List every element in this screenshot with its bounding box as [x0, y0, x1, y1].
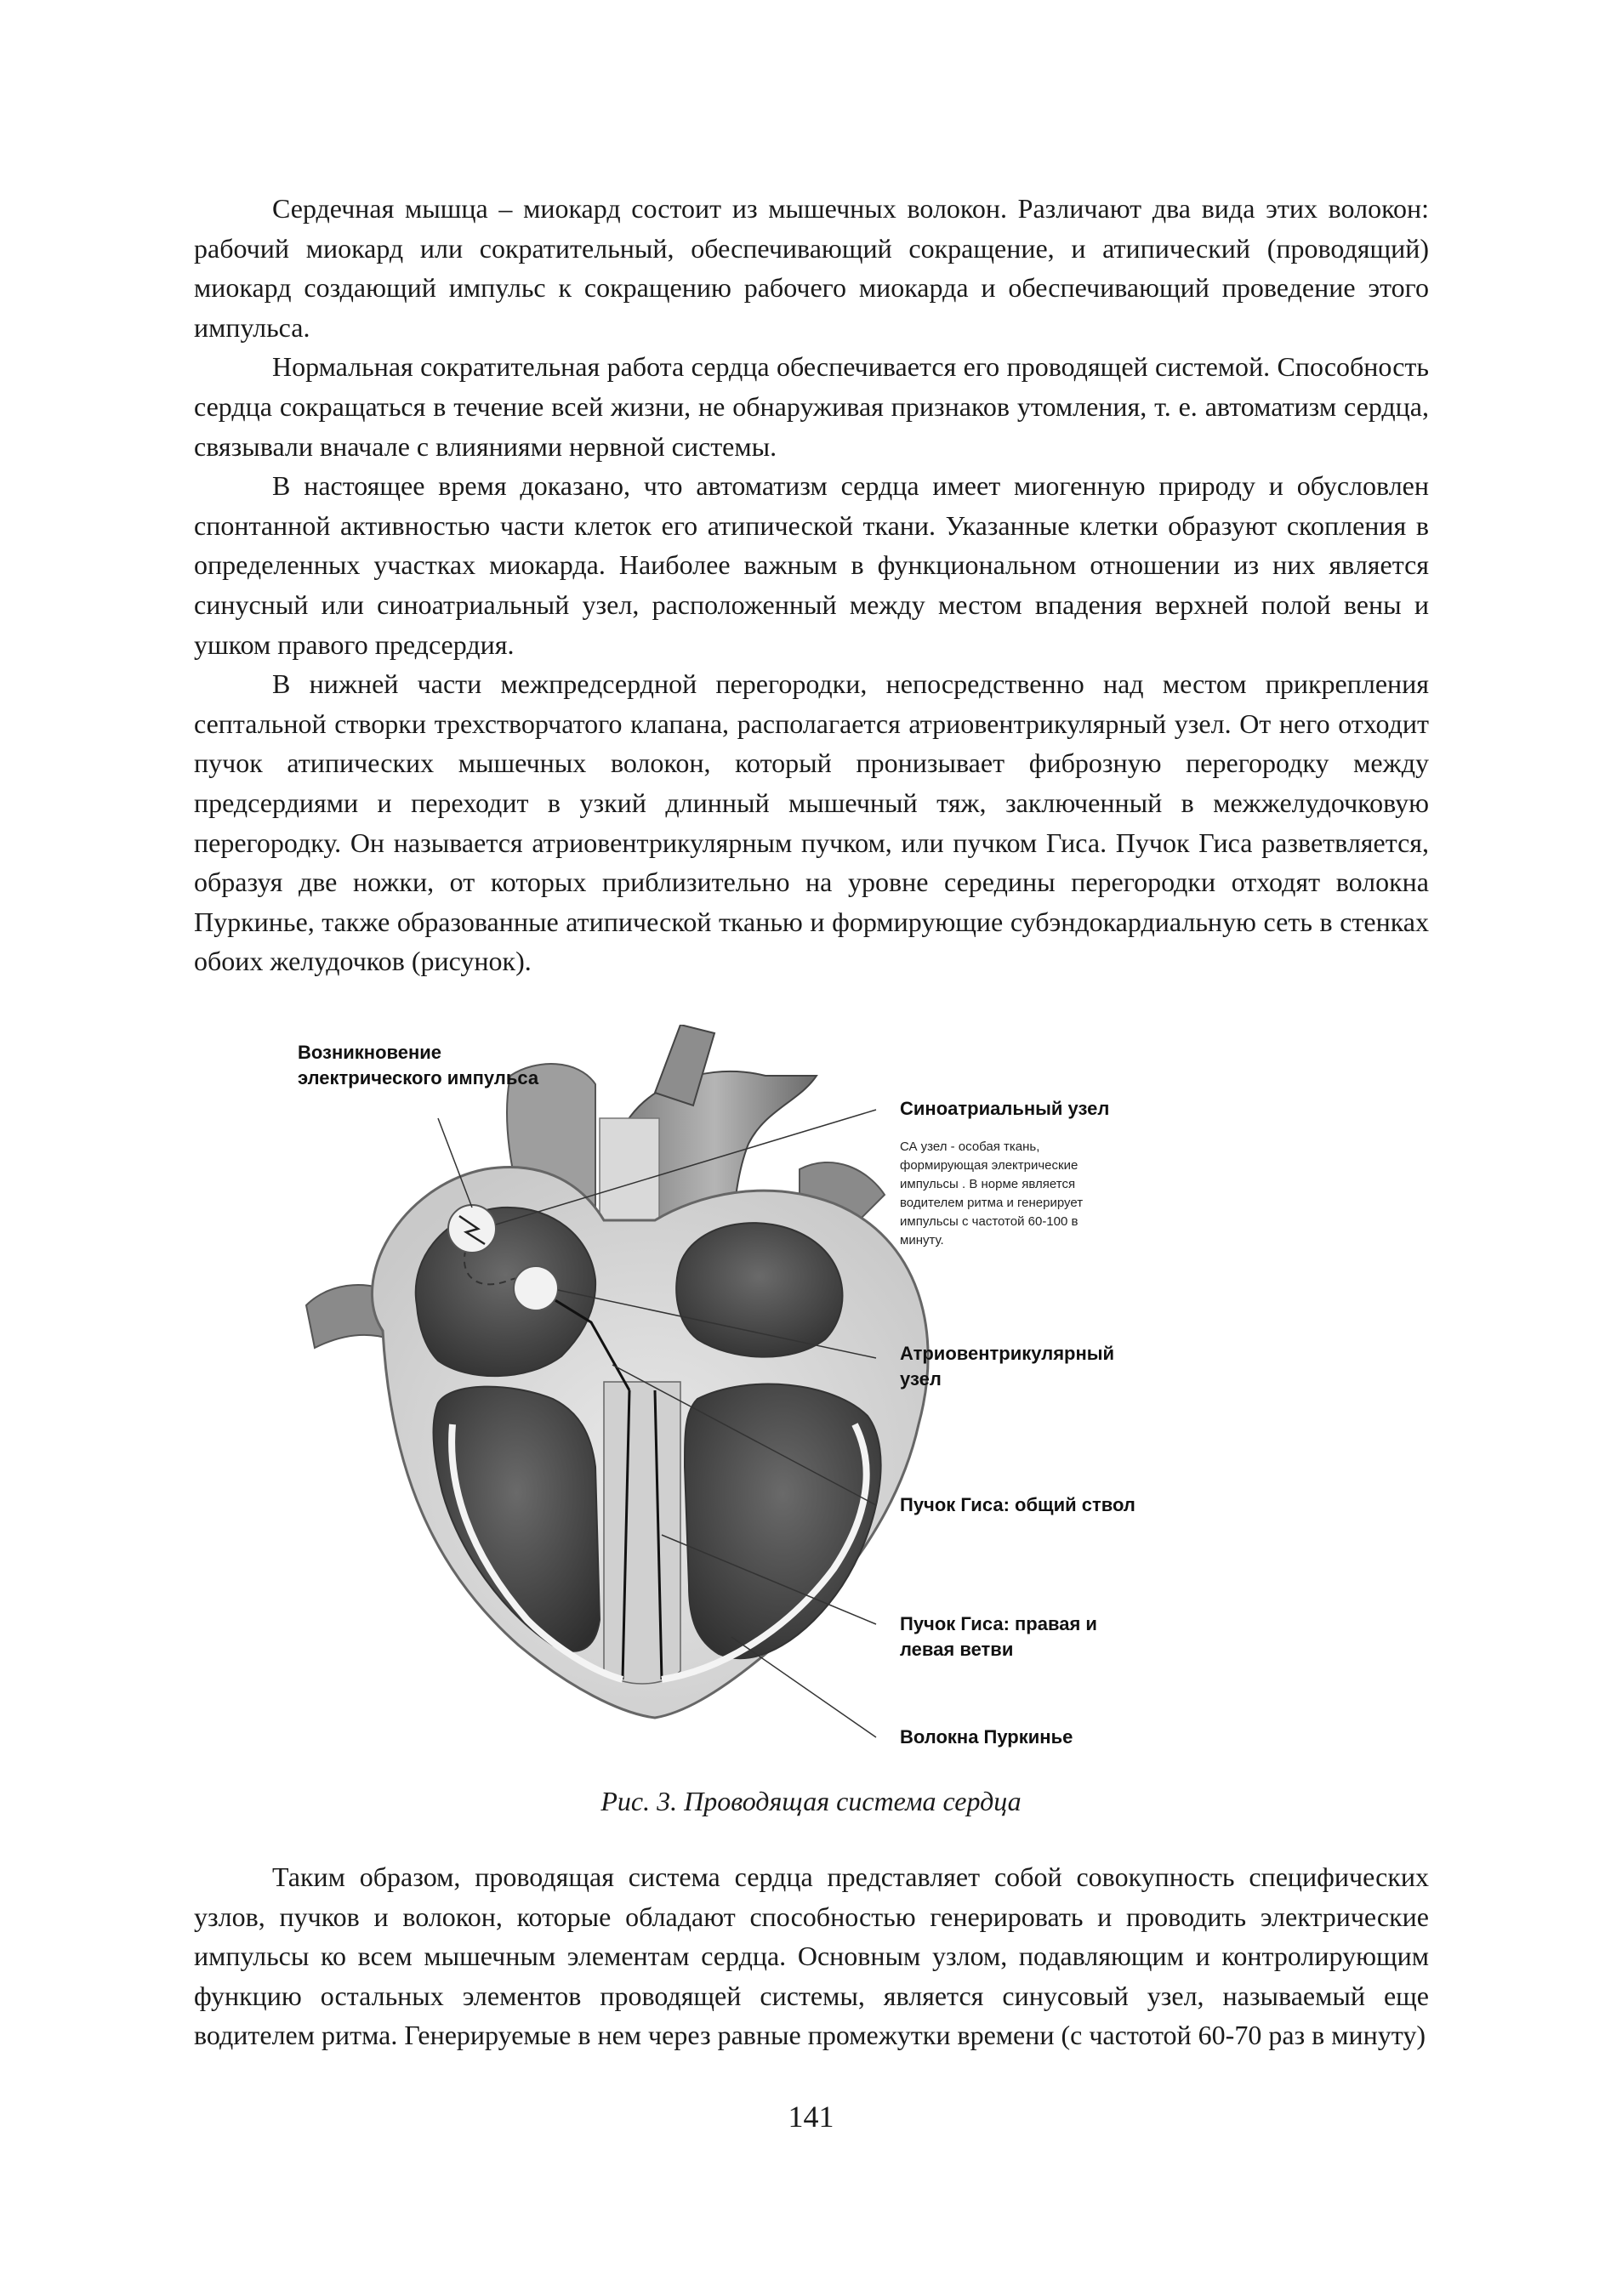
page-number: 141: [788, 2100, 834, 2134]
label-his-branches-line-2: левая ветви: [900, 1639, 1014, 1660]
label-impulse-origin-line-1: Возникновение: [298, 1042, 442, 1063]
sa-node-note: [900, 1138, 1257, 1250]
label-his-branches: [900, 1611, 1097, 1662]
paragraph-2: Нормальная сократительная работа сердца обеспечивается его проводящей системой. Способность сердца сокращаться в течение всей жизни, не обнаруживая признаков утомления, т. е. автоматизм сердца, связывали вначале с влияниями нервной системы.: [194, 351, 1429, 462]
label-his-trunk: Пучок Гиса: общий ствол: [900, 1494, 1135, 1515]
sa-node: [448, 1205, 496, 1253]
label-av-node-line-1: Атриовентрикулярный: [900, 1343, 1115, 1364]
label-av-node-line-2: узел: [900, 1368, 942, 1390]
label-impulse-origin: [298, 1040, 538, 1091]
heart-conduction-figure: [255, 1025, 1361, 1807]
label-purkinje: Волокна Пуркинье: [900, 1726, 1073, 1748]
label-av-node: [900, 1341, 1114, 1392]
body-text-bottom: [194, 1857, 1429, 2055]
paragraph-4: В нижней части межпредсердной перегородки, непосредственно над местом прикрепления септальной створки трехстворчатого клапана, располагается атриовентрикулярный узел. От него отходит пучок атипических мышечных волокон, который пронизывает фиброзную перегородку между предсердиями и переходит в узкий длинный мышечный тяж, заключенный в межжелудочковую перегородку. Он называется атриовентрикулярным пучком, или пучком Гиса. Пучок Гиса разветвляется, образуя две ножки, от которых приблизительно на уровне середины перегородки отходят волокна Пуркинье, также образованные атипической тканью и формирующие субэндокардиальную сеть в стенках обоих желудочков (рисунок).: [194, 668, 1429, 977]
paragraph-1: Сердечная мышца – миокард состоит из мышечных волокон. Различают два вида этих волокон: рабочий миокард или сократительный, обеспечивающий сокращение, и атипический (проводящий) миокард создающий импульс к сокращению рабочего миокарда и обеспечивающий проведение этого импульса.: [194, 193, 1429, 343]
figure-caption: Рис. 3. Проводящая система сердца: [600, 1786, 1022, 1816]
sa-note-line-6: минуту.: [900, 1233, 944, 1247]
av-node: [514, 1266, 558, 1310]
label-impulse-origin-line-2: электрического импульса: [298, 1067, 539, 1088]
label-his-branches-line-1: Пучок Гиса: правая и: [900, 1613, 1097, 1634]
sa-note-line-2: формирующая электрические: [900, 1158, 1078, 1173]
body-text-top: [194, 189, 1429, 981]
label-sa-node: Синоатриальный узел: [900, 1098, 1110, 1119]
left-atrium: [676, 1223, 842, 1357]
sa-note-line-1: СА узел - особая ткань,: [900, 1139, 1040, 1154]
leader-purkinje: [731, 1637, 876, 1737]
interventricular-septum: [604, 1382, 680, 1684]
sa-note-line-4: водителем ритма и генерирует: [900, 1196, 1084, 1210]
paragraph-3: В настоящее время доказано, что автоматизм сердца имеет миогенную природу и обусловлен спонтанной активностью части клеток его атипической ткани. Указанные клетки образуют скопления в определенных участках миокарда. Наиболее важным в функциональном отношении из них является синусный или синоатриальный узел, расположенный между местом впадения верхней полой вены и ушком правого предсердия.: [194, 470, 1429, 660]
left-ventricle: [685, 1384, 881, 1659]
paragraph-5: Таким образом, проводящая система сердца представляет собой совокупность специфических узлов, пучков и волокон, которые обладают способностью генерировать и проводить электрические импульсы ко всем мышечным элементам сердца. Основным узлом, подавляющим и контролирующим функцию остальных элементов проводящей системы, является синусовый узел, называемый еще водителем ритма. Генерируемые в нем через равные промежутки времени (с частотой 60-70 раз в минуту): [194, 1861, 1429, 2051]
sa-note-line-5: импульсы с частотой 60-100 в: [900, 1214, 1078, 1229]
sa-note-line-3: импульсы . В норме является: [900, 1177, 1076, 1191]
